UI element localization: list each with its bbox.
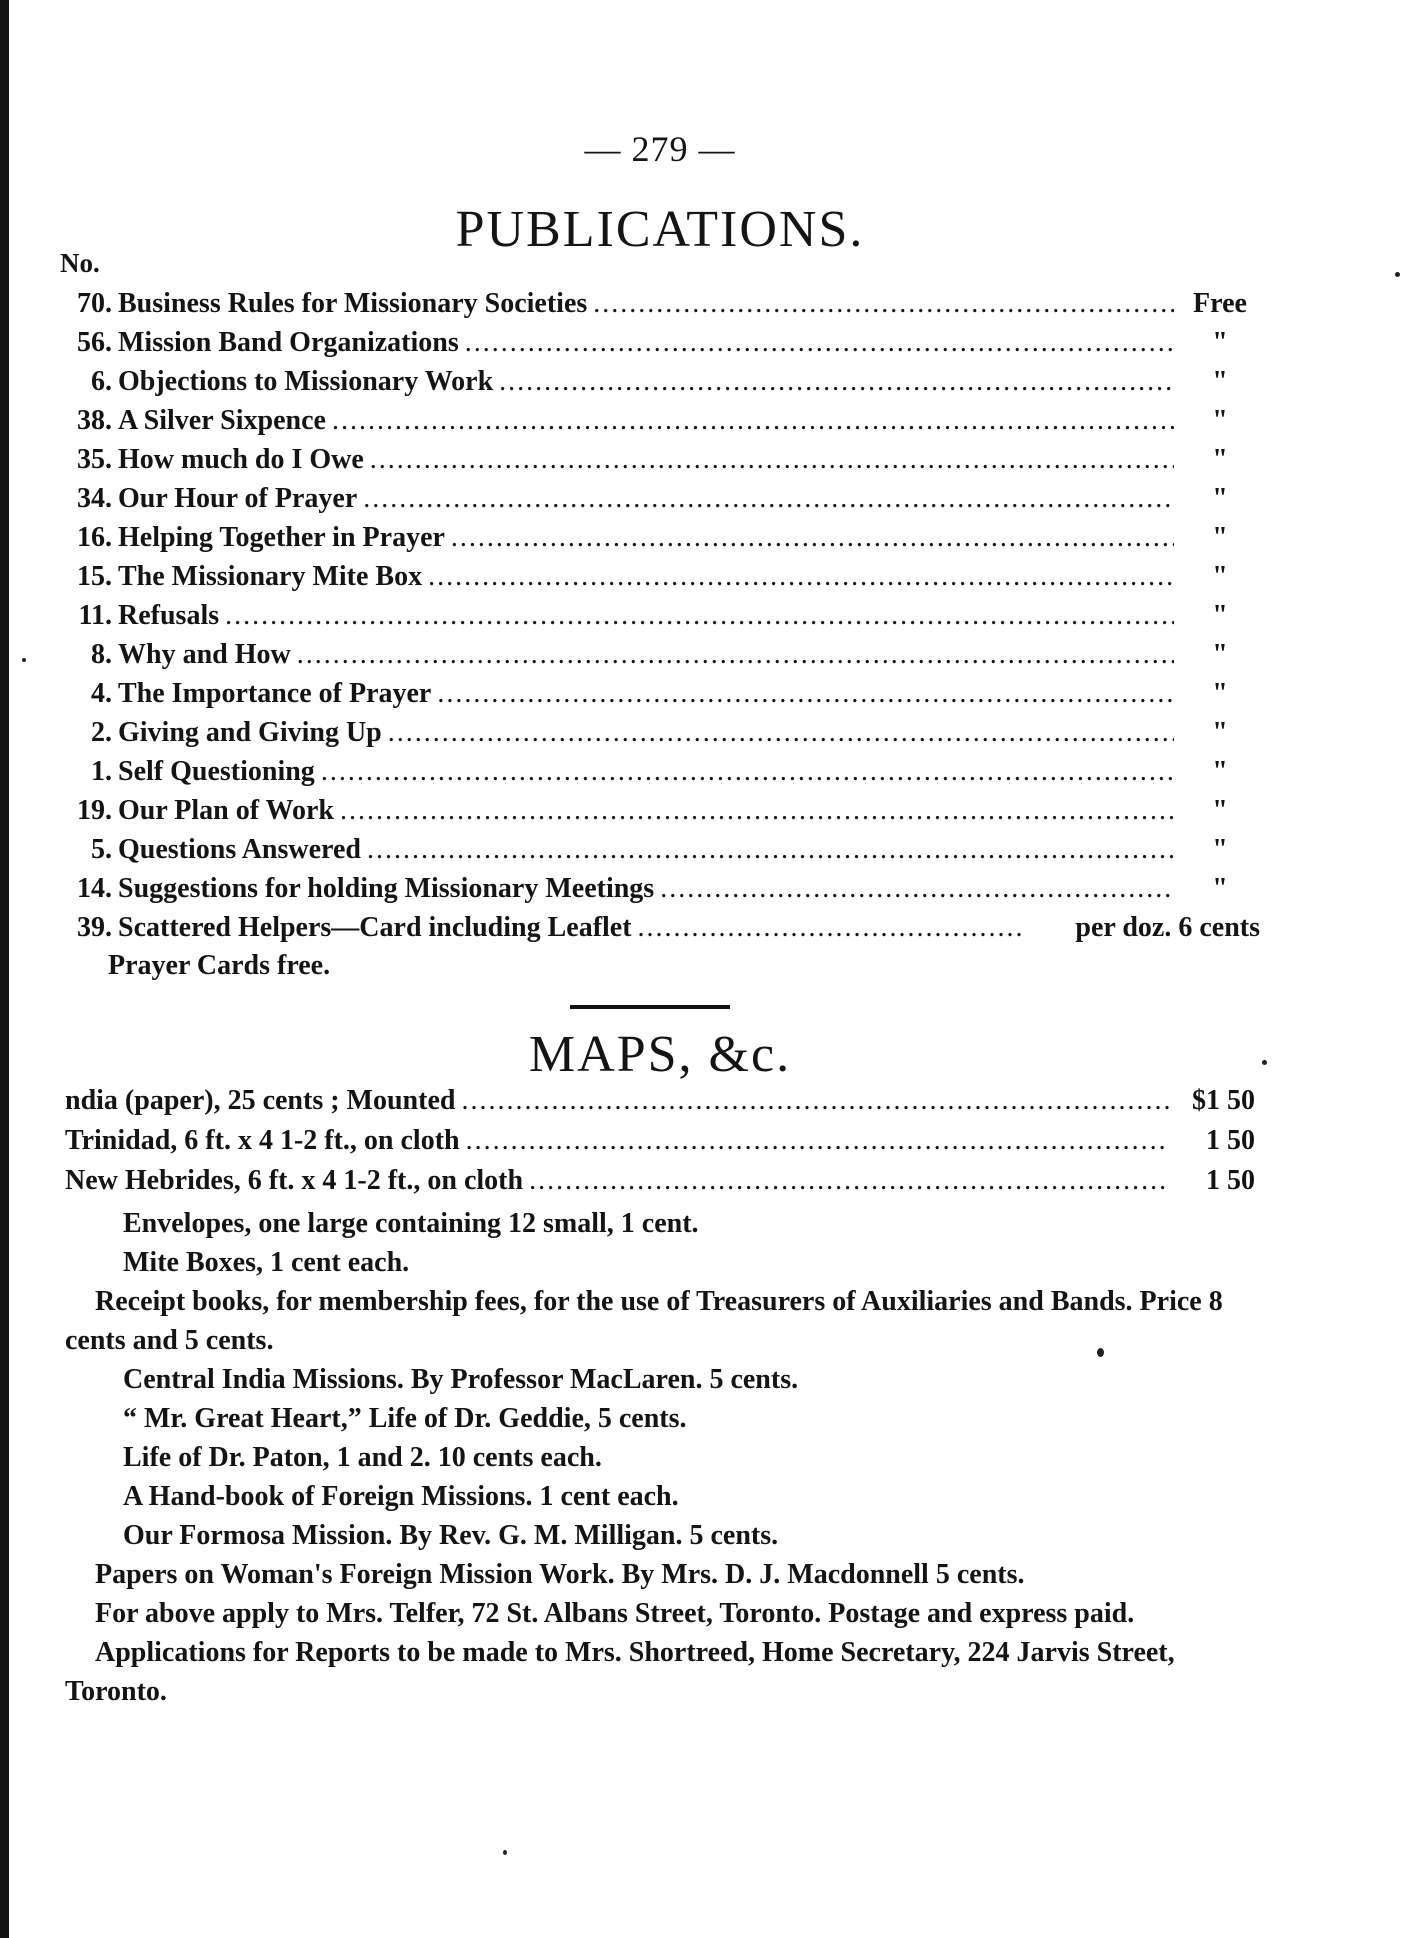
item-number: 14. xyxy=(77,873,112,904)
item-price: Free xyxy=(1193,288,1247,319)
paton-note: Life of Dr. Paton, 1 and 2. 10 cents each. xyxy=(123,1442,602,1473)
item-price: " xyxy=(1212,522,1228,553)
dot-leader xyxy=(367,834,1174,866)
item-number: 6. xyxy=(91,366,112,397)
list-item xyxy=(60,327,1260,366)
item-title: Why and How xyxy=(118,639,291,670)
dot-leader xyxy=(593,288,1174,320)
item-title: Scattered Helpers—Card including Leaflet xyxy=(118,912,632,943)
envelopes-note: Envelopes, one large containing 12 small, 1 cent. xyxy=(123,1208,699,1239)
section-divider xyxy=(570,1005,730,1009)
item-number: 70. xyxy=(77,288,112,319)
item-title: The Importance of Prayer xyxy=(118,678,432,709)
map-title: Trinidad, 6 ft. x 4 1-2 ft., on cloth xyxy=(65,1125,460,1156)
item-number: 34. xyxy=(77,483,112,514)
item-title: Questions Answered xyxy=(118,834,361,865)
receipt-books-text: Receipt books, for membership fees, for the use of Treasurers of Auxiliaries and Bands. Price 8 cents and 5 cents. xyxy=(65,1286,1223,1356)
item-number: 2. xyxy=(91,717,112,748)
list-item xyxy=(60,834,1260,873)
item-title: Refusals xyxy=(118,600,220,631)
apply-note xyxy=(65,1594,1255,1633)
list-item xyxy=(60,795,1260,834)
list-item xyxy=(65,1165,1255,1205)
item-price: " xyxy=(1212,327,1228,358)
list-item xyxy=(60,678,1260,717)
dot-leader xyxy=(297,639,1174,671)
dot-leader xyxy=(660,873,1174,905)
list-item xyxy=(60,288,1260,327)
dot-leader xyxy=(332,405,1174,437)
dot-leader xyxy=(638,912,1024,944)
papers-text: Papers on Woman's Foreign Mission Work. By Mrs. D. J. Macdonnell 5 cents. xyxy=(95,1559,1025,1590)
item-price: " xyxy=(1212,639,1228,670)
item-price: per doz. 6 cents xyxy=(1075,912,1260,943)
publications-list xyxy=(60,288,1260,951)
dot-leader xyxy=(465,327,1174,359)
item-number: 35. xyxy=(77,444,112,475)
maps-heading: MAPS, &c. xyxy=(528,1026,792,1083)
map-price: $1 50 xyxy=(1192,1085,1255,1116)
item-price: " xyxy=(1212,483,1228,514)
item-title: Objections to Missionary Work xyxy=(118,366,494,397)
dot-leader xyxy=(499,366,1174,398)
dot-leader xyxy=(466,1125,1169,1157)
list-item xyxy=(65,1125,1255,1165)
item-title: Mission Band Organizations xyxy=(118,327,459,358)
map-price: 1 50 xyxy=(1206,1165,1255,1196)
scan-left-border xyxy=(0,0,9,1938)
item-title: A Silver Sixpence xyxy=(118,405,326,436)
item-price: " xyxy=(1212,795,1228,826)
item-number: 5. xyxy=(91,834,112,865)
papers-note xyxy=(65,1555,1255,1594)
dot-leader xyxy=(437,678,1174,710)
list-item xyxy=(60,522,1260,561)
item-price: " xyxy=(1212,756,1228,787)
item-title: Suggestions for holding Missionary Meetings xyxy=(118,873,655,904)
list-item xyxy=(60,873,1260,912)
item-title: Our Plan of Work xyxy=(118,795,335,826)
scan-speck xyxy=(503,1850,507,1855)
item-number: 11. xyxy=(78,600,112,631)
scan-speck xyxy=(22,658,26,662)
item-price: " xyxy=(1212,405,1228,436)
formosa-note: Our Formosa Mission. By Rev. G. M. Milligan. 5 cents. xyxy=(123,1520,779,1551)
item-number: 56. xyxy=(77,327,112,358)
item-number: 8. xyxy=(91,639,112,670)
list-item xyxy=(60,717,1260,756)
item-price: " xyxy=(1212,678,1228,709)
item-title: Our Hour of Prayer xyxy=(118,483,358,514)
item-price: " xyxy=(1212,444,1228,475)
item-title: Giving and Giving Up xyxy=(118,717,382,748)
item-price: " xyxy=(1212,834,1228,865)
dot-leader xyxy=(370,444,1174,476)
page-number: — 279 — xyxy=(584,129,736,169)
scan-speck xyxy=(1395,272,1400,277)
apply-text: For above apply to Mrs. Telfer, 72 St. Albans Street, Toronto. Postage and express paid. xyxy=(95,1598,1135,1629)
map-price: 1 50 xyxy=(1206,1125,1255,1156)
dot-leader xyxy=(363,483,1174,515)
handbook-note: A Hand-book of Foreign Missions. 1 cent each. xyxy=(123,1481,679,1512)
number-column-label: No. xyxy=(60,248,100,278)
list-item xyxy=(60,912,1260,951)
reports-note xyxy=(65,1633,1255,1711)
notes-block xyxy=(65,1204,1255,1711)
item-number: 38. xyxy=(77,405,112,436)
prayer-cards-note: Prayer Cards free. xyxy=(108,950,331,981)
item-price: " xyxy=(1212,600,1228,631)
item-price: " xyxy=(1212,717,1228,748)
publications-heading: PUBLICATIONS. xyxy=(455,201,865,258)
list-item xyxy=(60,561,1260,600)
central-india-note: Central India Missions. By Professor MacLaren. 5 cents. xyxy=(123,1364,799,1395)
item-price: " xyxy=(1212,873,1228,904)
item-price: " xyxy=(1212,366,1228,397)
dot-leader xyxy=(451,522,1174,554)
dot-leader xyxy=(321,756,1174,788)
list-item xyxy=(60,444,1260,483)
dot-leader xyxy=(340,795,1174,827)
reports-text: Applications for Reports to be made to Mrs. Shortreed, Home Secretary, 224 Jarvis Street, Toronto. xyxy=(65,1637,1175,1707)
scan-speck xyxy=(1262,1060,1267,1065)
item-number: 1. xyxy=(91,756,112,787)
item-title: Self Questioning xyxy=(118,756,315,787)
receipt-books-note xyxy=(65,1282,1255,1360)
map-title: ndia (paper), 25 cents ; Mounted xyxy=(65,1085,456,1116)
item-number: 15. xyxy=(77,561,112,592)
dot-leader xyxy=(428,561,1174,593)
item-title: How much do I Owe xyxy=(118,444,364,475)
item-price: " xyxy=(1212,561,1228,592)
list-item xyxy=(60,366,1260,405)
list-item xyxy=(60,405,1260,444)
great-heart-note: “ Mr. Great Heart,” Life of Dr. Geddie, 5 cents. xyxy=(123,1403,687,1434)
dot-leader xyxy=(529,1165,1169,1197)
dot-leader xyxy=(388,717,1174,749)
item-title: The Missionary Mite Box xyxy=(118,561,423,592)
item-number: 16. xyxy=(77,522,112,553)
dot-leader xyxy=(225,600,1174,632)
list-item xyxy=(60,483,1260,522)
item-number: 39. xyxy=(77,912,112,943)
list-item xyxy=(65,1085,1255,1125)
maps-list xyxy=(65,1085,1255,1205)
item-number: 4. xyxy=(91,678,112,709)
dot-leader xyxy=(461,1085,1169,1117)
list-item xyxy=(60,600,1260,639)
item-number: 19. xyxy=(77,795,112,826)
list-item xyxy=(60,639,1260,678)
map-title: New Hebrides, 6 ft. x 4 1-2 ft., on cloth xyxy=(65,1165,524,1196)
item-title: Helping Together in Prayer xyxy=(118,522,445,553)
list-item xyxy=(60,756,1260,795)
item-title: Business Rules for Missionary Societies xyxy=(118,288,588,319)
mite-boxes-note: Mite Boxes, 1 cent each. xyxy=(123,1247,410,1278)
